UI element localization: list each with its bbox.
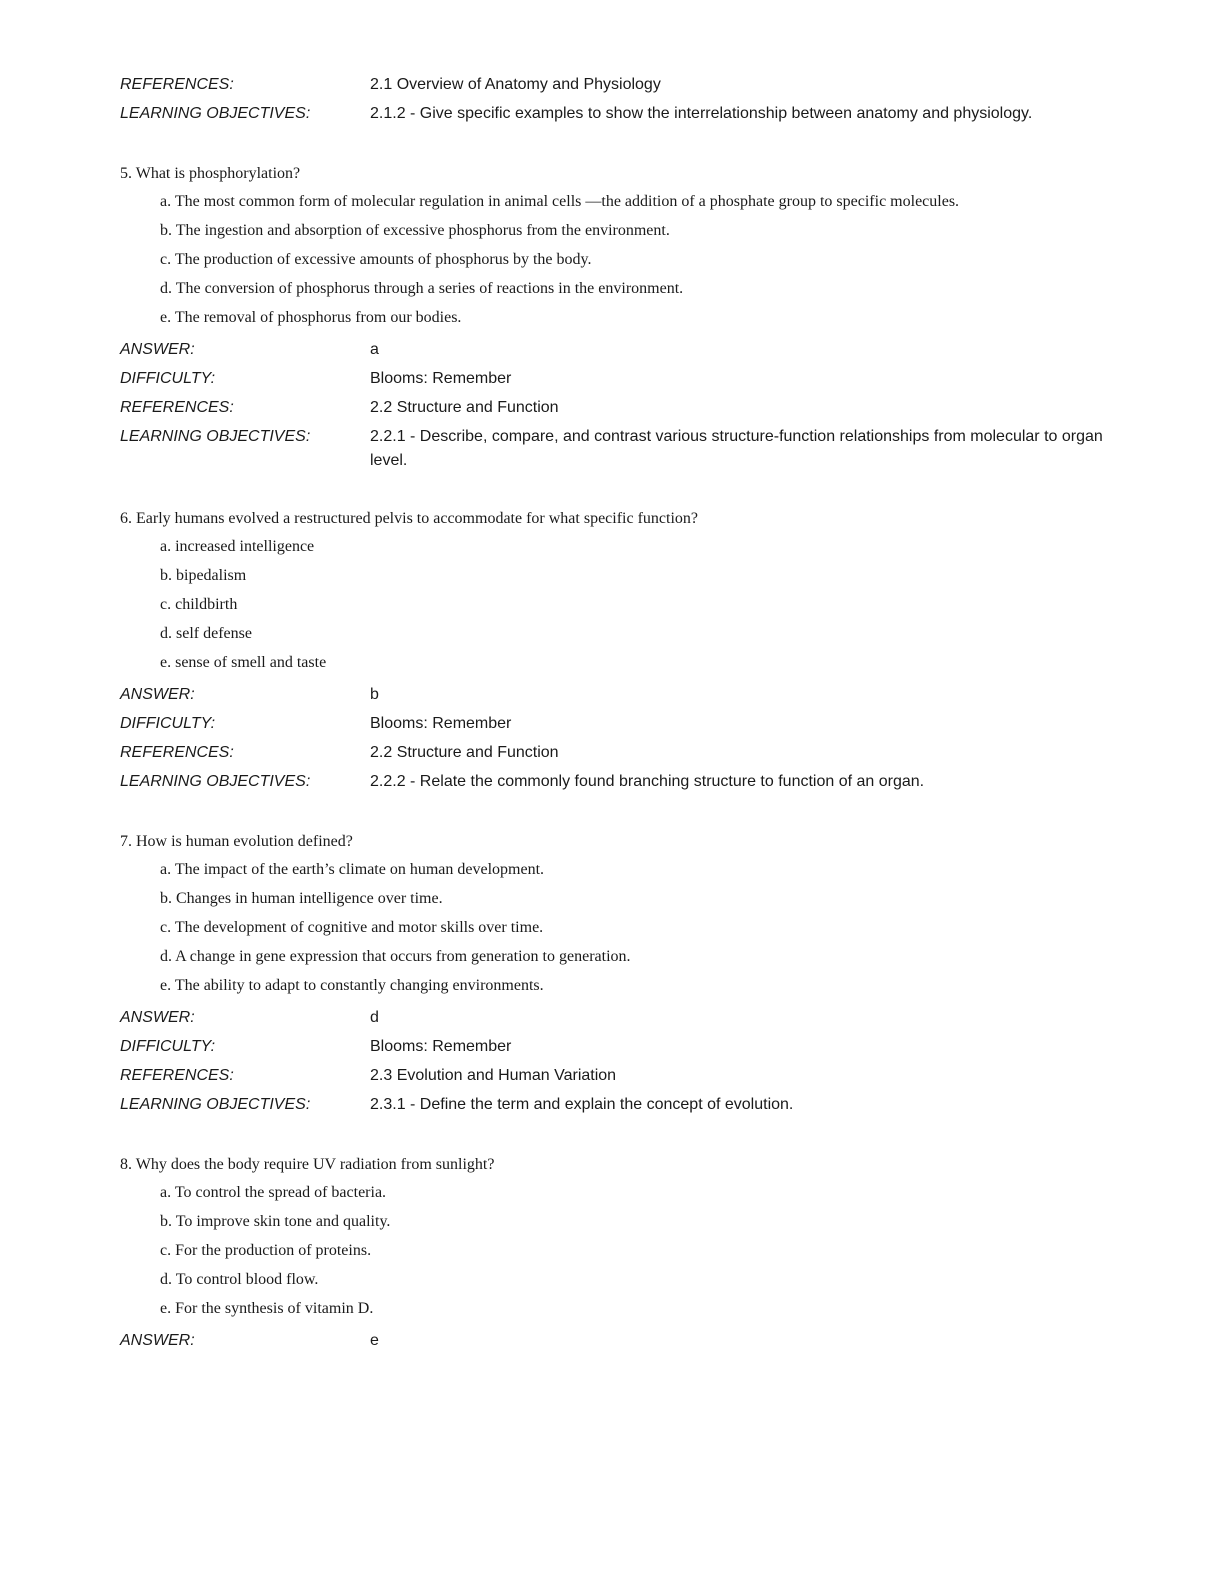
learning-objectives-label: LEARNING OBJECTIVES: (120, 105, 311, 122)
question-stem: 6. Early humans evolved a restructured pelvis to accommodate for what specific function? (120, 510, 699, 527)
learning-objectives-row (120, 1090, 1110, 1119)
references-row (120, 738, 1110, 767)
option-d: d. The conversion of phosphorus through a series of reactions in the environment. (160, 280, 684, 297)
question-7 (120, 830, 1110, 998)
answer-options (120, 535, 1110, 675)
references-row (120, 70, 1110, 99)
references-value: 2.1 Overview of Anatomy and Physiology (370, 76, 661, 93)
difficulty-label: DIFFICULTY: (120, 1038, 216, 1055)
question-5 (120, 162, 1110, 330)
question-stem: 8. Why does the body require UV radiation from sunlight? (120, 1156, 495, 1173)
option-c: c. The production of excessive amounts of phosphorus by the body. (160, 251, 592, 268)
difficulty-row (120, 709, 1110, 738)
answer-options (120, 190, 1110, 330)
option-a: a. The most common form of molecular regulation in animal cells —the addition of a phosphate group to specific molecules. (160, 193, 960, 210)
answer-label: ANSWER: (120, 1332, 195, 1349)
answer-row (120, 1326, 1110, 1355)
option-b: b. Changes in human intelligence over time. (160, 890, 443, 907)
references-row (120, 393, 1110, 422)
question-stem: 5. What is phosphorylation? (120, 165, 301, 182)
question-6 (120, 507, 1110, 675)
answer-label: ANSWER: (120, 341, 195, 358)
answer-options (120, 858, 1110, 998)
option-b: b. To improve skin tone and quality. (160, 1213, 391, 1230)
document-page (120, 70, 1110, 1355)
option-e: e. The ability to adapt to constantly changing environments. (160, 977, 544, 994)
learning-objectives-row (120, 99, 1110, 128)
references-value: 2.3 Evolution and Human Variation (370, 1067, 617, 1084)
option-e: e. The removal of phosphorus from our bodies. (160, 309, 462, 326)
references-label: REFERENCES: (120, 76, 234, 93)
option-a: a. increased intelligence (160, 538, 315, 555)
question-5-metadata (120, 335, 1110, 473)
learning-objectives-label: LEARNING OBJECTIVES: (120, 428, 311, 445)
answer-label: ANSWER: (120, 686, 195, 703)
option-a: a. The impact of the earth’s climate on human development. (160, 861, 545, 878)
difficulty-value: Blooms: Remember (370, 1038, 512, 1055)
question-8 (120, 1153, 1110, 1321)
learning-objectives-row (120, 767, 1110, 796)
answer-value: e (370, 1332, 379, 1349)
difficulty-row (120, 364, 1110, 393)
difficulty-value: Blooms: Remember (370, 715, 512, 732)
difficulty-value: Blooms: Remember (370, 370, 512, 387)
learning-objectives-label: LEARNING OBJECTIVES: (120, 773, 311, 790)
question-stem: 7. How is human evolution defined? (120, 833, 353, 850)
learning-objectives-value: 2.1.2 - Give specific examples to show the interrelationship between anatomy and physiology. (370, 105, 1033, 122)
answer-row (120, 680, 1110, 709)
answer-value: a (370, 341, 379, 358)
learning-objectives-value: 2.2.1 - Describe, compare, and contrast various structure-function relationships from molecular to organ level. (370, 428, 1103, 469)
option-e: e. sense of smell and taste (160, 654, 327, 671)
difficulty-row (120, 1032, 1110, 1061)
option-c: c. For the production of proteins. (160, 1242, 372, 1259)
option-b: b. bipedalism (160, 567, 247, 584)
references-label: REFERENCES: (120, 744, 234, 761)
references-row (120, 1061, 1110, 1090)
references-label: REFERENCES: (120, 1067, 234, 1084)
option-d: d. self defense (160, 625, 252, 642)
answer-options (120, 1181, 1110, 1321)
answer-value: d (370, 1009, 379, 1026)
option-d: d. A change in gene expression that occurs from generation to generation. (160, 948, 631, 965)
question-6-metadata (120, 680, 1110, 796)
answer-label: ANSWER: (120, 1009, 195, 1026)
option-d: d. To control blood flow. (160, 1271, 319, 1288)
top-metadata-block (120, 70, 1110, 128)
option-c: c. childbirth (160, 596, 238, 613)
option-a: a. To control the spread of bacteria. (160, 1184, 387, 1201)
learning-objectives-row (120, 422, 1110, 473)
learning-objectives-value: 2.3.1 - Define the term and explain the concept of evolution. (370, 1096, 794, 1113)
answer-value: b (370, 686, 379, 703)
references-value: 2.2 Structure and Function (370, 744, 559, 761)
learning-objectives-value: 2.2.2 - Relate the commonly found branching structure to function of an organ. (370, 773, 925, 790)
question-7-metadata (120, 1003, 1110, 1119)
difficulty-label: DIFFICULTY: (120, 715, 216, 732)
question-8-metadata (120, 1326, 1110, 1355)
option-c: c. The development of cognitive and motor skills over time. (160, 919, 544, 936)
references-value: 2.2 Structure and Function (370, 399, 559, 416)
references-label: REFERENCES: (120, 399, 234, 416)
learning-objectives-label: LEARNING OBJECTIVES: (120, 1096, 311, 1113)
option-e: e. For the synthesis of vitamin D. (160, 1300, 374, 1317)
option-b: b. The ingestion and absorption of excessive phosphorus from the environment. (160, 222, 670, 239)
answer-row (120, 1003, 1110, 1032)
answer-row (120, 335, 1110, 364)
difficulty-label: DIFFICULTY: (120, 370, 216, 387)
